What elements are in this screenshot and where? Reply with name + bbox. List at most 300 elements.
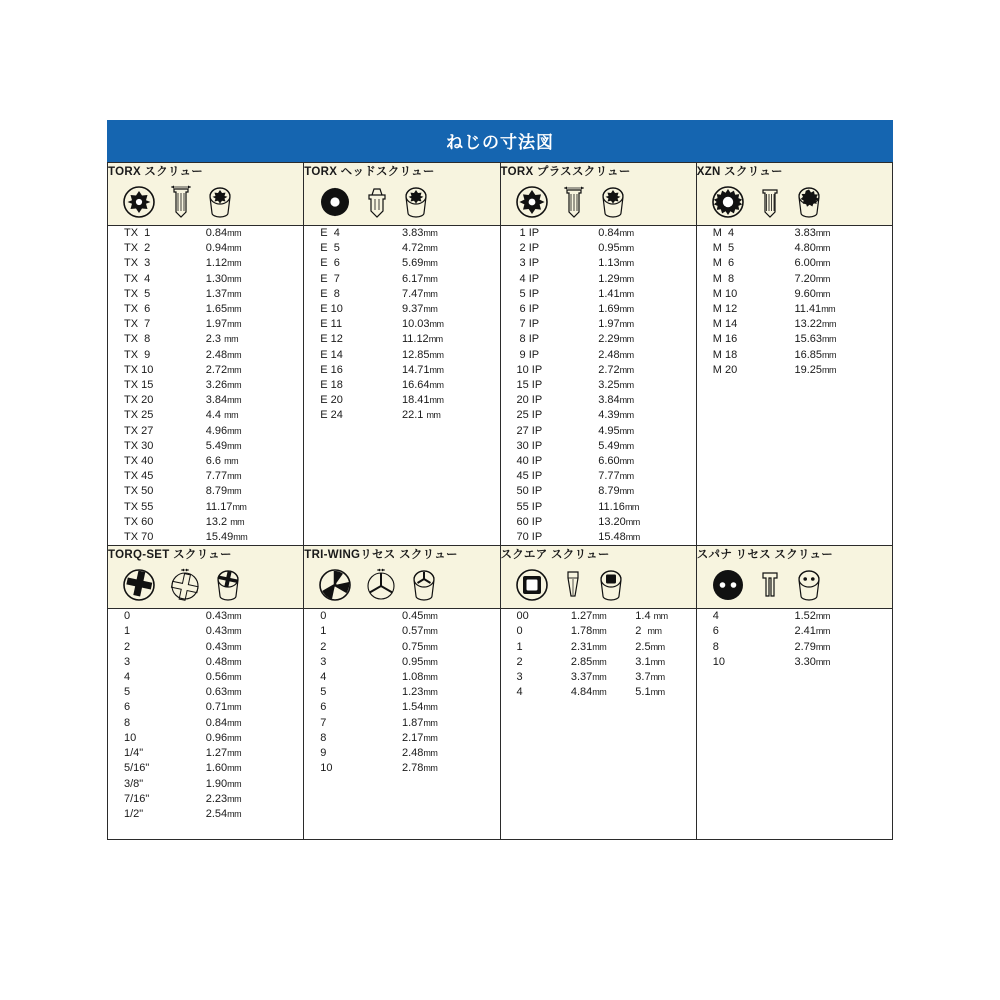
table-row (501, 408, 696, 423)
row-size-label: TX 3 (124, 257, 151, 270)
table-row (108, 393, 303, 408)
row-size-label: 6 (320, 701, 327, 714)
row-size-label: TX 9 (124, 348, 151, 361)
table-row (501, 302, 696, 317)
row-size-label: 7 (320, 716, 327, 729)
icon-band-1 (108, 179, 893, 226)
table-row (108, 792, 303, 807)
row-value-primary: 4.96mm (205, 424, 242, 437)
row-value-primary: 5.49mm (205, 439, 242, 452)
icon-cell-spanner (696, 562, 892, 609)
row-value-primary: 1.13mm (598, 257, 634, 270)
row-value-primary: 5.49mm (598, 439, 634, 452)
row-value-primary: 6.60mm (598, 455, 634, 468)
row-size-label: TX 50 (124, 485, 154, 498)
row-value-primary: 13.22mm (794, 318, 836, 331)
table-row (108, 332, 303, 347)
table-row (108, 363, 303, 378)
row-size-label: M 12 (712, 303, 738, 316)
torx-side-view-icon (168, 185, 194, 219)
row-size-label: 70 IP (516, 531, 543, 544)
row-value-primary: 2.48mm (598, 348, 634, 361)
icon-cell-torq-set (108, 562, 304, 609)
table-row (304, 731, 499, 746)
table-row (501, 363, 696, 378)
row-value-primary: 2.79mm (794, 640, 830, 653)
table-row (304, 241, 499, 256)
row-size-label: E 16 (320, 363, 343, 376)
row-value-primary: 11.41mm (794, 303, 836, 316)
square-drive-icon (515, 568, 549, 602)
row-value-primary: 2.72mm (205, 363, 242, 376)
row-value-primary: 2.41mm (794, 625, 830, 638)
row-size-label: TX 10 (124, 363, 154, 376)
row-value-primary: 13.20mm (598, 515, 640, 528)
spanner-two-hole-icon (711, 568, 745, 602)
table-row (697, 287, 892, 302)
header-band-2 (108, 546, 893, 563)
row-size-label: M 5 (712, 242, 735, 255)
table-row (501, 640, 696, 655)
rows-torx (108, 226, 303, 545)
row-size-label: E 7 (320, 272, 340, 285)
row-size-label: 7 IP (516, 318, 540, 331)
data-cell-torx-head (304, 226, 500, 546)
row-value-primary: 16.64mm (401, 379, 444, 392)
table-row (304, 655, 499, 670)
row-value-primary: 5.69mm (401, 257, 438, 270)
table-row (501, 287, 696, 302)
row-size-label: M 20 (712, 363, 738, 376)
row-value-secondary: 3.1mm (635, 655, 665, 668)
row-value-primary: 8.79mm (598, 485, 634, 498)
row-value-primary: 0.45mm (401, 610, 438, 623)
table-row (501, 378, 696, 393)
table-row (697, 348, 892, 363)
torq-set-cross-icon (122, 568, 156, 602)
table-row (304, 761, 499, 776)
row-value-primary: 1.90mm (205, 777, 242, 790)
row-size-label: 3/8" (124, 777, 144, 790)
row-value-primary: 18.41mm (401, 394, 444, 407)
row-value-primary: 0.57mm (401, 625, 438, 638)
row-value-primary: 4.95mm (598, 424, 634, 437)
row-value-primary: 15.63mm (794, 333, 836, 346)
table-row (304, 332, 499, 347)
row-value-primary: 11.12mm (401, 333, 443, 346)
table-row (501, 670, 696, 685)
row-value-secondary: 5.1mm (635, 686, 665, 699)
dimension-table (107, 162, 893, 840)
table-row (304, 700, 499, 715)
row-size-label: E 11 (320, 318, 343, 331)
row-size-label: 27 IP (516, 424, 543, 437)
table-row (108, 500, 303, 515)
rows-xzn (697, 226, 892, 378)
row-value-primary: 6.00mm (794, 257, 830, 270)
row-size-label: 25 IP (516, 409, 543, 422)
row-value-primary: 1.29mm (598, 272, 634, 285)
row-size-label: 3 (124, 655, 131, 668)
row-size-label: 4 (320, 671, 327, 684)
row-value-primary: 1.23mm (401, 686, 438, 699)
row-size-label: TX 25 (124, 409, 154, 422)
torx-screw-head-icon (206, 185, 234, 219)
row-value-primary: 3.84mm (205, 394, 242, 407)
row-size-label: TX 1 (124, 227, 151, 239)
table-row (501, 317, 696, 332)
row-value-secondary: 2.5mm (635, 640, 665, 653)
table-row (108, 287, 303, 302)
row-size-label: 1 (124, 625, 131, 638)
table-row (108, 624, 303, 639)
row-value-primary: 3.83mm (794, 227, 830, 239)
table-row (697, 272, 892, 287)
table-row (501, 439, 696, 454)
table-row (304, 408, 499, 423)
section-heading-tri-wing: TRI-WINGリセス スクリュー (304, 546, 500, 563)
table-row (304, 716, 499, 731)
tri-wing-screw-icon (410, 568, 438, 602)
table-row (108, 408, 303, 423)
square-taper-icon (561, 568, 585, 602)
torx-plus-star-icon (515, 185, 549, 219)
table-row (108, 378, 303, 393)
section-heading-spanner: スパナ リセス スクリュー (696, 546, 892, 563)
table-row (697, 655, 892, 670)
row-size-label: 2 (320, 640, 327, 653)
table-row (304, 272, 499, 287)
torx-external-star-icon (318, 185, 352, 219)
row-value-primary: 16.85mm (794, 348, 836, 361)
row-value-primary: 0.84mm (205, 716, 242, 729)
icon-cell-square (500, 562, 696, 609)
row-value-primary: 15.49mm (205, 531, 248, 544)
row-value-primary: 1.37mm (205, 287, 242, 300)
section-heading-torx-head: TORX ヘッドスクリュー (304, 163, 500, 180)
table-row (304, 363, 499, 378)
table-row (304, 378, 499, 393)
table-row (501, 515, 696, 530)
row-size-label: 20 IP (516, 394, 543, 407)
row-value-primary: 2.78mm (401, 762, 438, 775)
table-row (108, 424, 303, 439)
table-row (108, 439, 303, 454)
row-value-primary: 1.65mm (205, 303, 242, 316)
row-size-label: 6 (712, 625, 719, 638)
table-row (108, 670, 303, 685)
table-row (304, 670, 499, 685)
row-size-label: 2 IP (516, 242, 540, 255)
row-size-label: E 5 (320, 242, 340, 255)
row-size-label: TX 40 (124, 455, 154, 468)
table-row (108, 700, 303, 715)
data-cell-tri-wing (304, 609, 500, 840)
data-cell-spanner (696, 609, 892, 840)
row-value-primary: 10.03mm (401, 318, 444, 331)
rows-tri-wing (304, 609, 499, 776)
row-size-label: 5/16" (124, 762, 150, 775)
table-row (108, 272, 303, 287)
row-value-primary: 1.30mm (205, 272, 242, 285)
row-size-label: 2 (124, 640, 131, 653)
row-value-primary: 13.2 mm (205, 515, 245, 528)
table-row (108, 685, 303, 700)
table-row (304, 393, 499, 408)
row-size-label: 00 (516, 610, 529, 623)
row-value-primary: 2.85mm (570, 655, 607, 668)
table-row (304, 640, 499, 655)
row-size-label: E 14 (320, 348, 343, 361)
row-value-primary: 0.95mm (598, 242, 634, 255)
row-value-primary: 4.4 mm (205, 409, 239, 422)
table-row (108, 302, 303, 317)
row-size-label: 10 (712, 655, 725, 668)
icon-cell-xzn (696, 179, 892, 226)
row-size-label: TX 4 (124, 272, 151, 285)
table-row (501, 241, 696, 256)
row-size-label: E 24 (320, 409, 343, 422)
row-size-label: 10 (320, 762, 333, 775)
rows-torx-plus (501, 226, 696, 545)
row-value-primary: 0.96mm (205, 731, 242, 744)
xzn-side-icon (757, 185, 783, 219)
row-value-primary: 1.60mm (205, 762, 242, 775)
row-value-primary: 0.84mm (598, 227, 634, 239)
row-value-primary: 0.43mm (205, 610, 242, 623)
row-size-label: TX 5 (124, 287, 151, 300)
row-size-label: TX 7 (124, 318, 151, 331)
row-size-label: 55 IP (516, 500, 543, 513)
row-size-label: TX 20 (124, 394, 154, 407)
table-row (304, 256, 499, 271)
row-size-label: E 20 (320, 394, 343, 407)
screw-dimension-sheet (107, 120, 893, 840)
row-value-primary: 22.1 mm (401, 409, 441, 422)
row-value-primary: 2.48mm (401, 747, 438, 760)
row-size-label: 3 (320, 655, 327, 668)
row-size-label: E 18 (320, 379, 343, 392)
table-row (697, 363, 892, 378)
row-value-primary: 2.29mm (598, 333, 634, 346)
table-row (108, 609, 303, 624)
row-value-primary: 4.72mm (401, 242, 438, 255)
row-size-label: 4 (516, 686, 523, 699)
row-value-primary: 1.97mm (598, 318, 634, 331)
row-value-primary: 9.37mm (401, 303, 438, 316)
row-size-label: M 16 (712, 333, 738, 346)
data-cell-torx-plus (500, 226, 696, 546)
row-size-label: E 12 (320, 333, 343, 346)
table-row (501, 226, 696, 241)
row-size-label: 8 (712, 640, 719, 653)
row-value-secondary: 1.4 mm (635, 610, 668, 623)
row-value-primary: 0.43mm (205, 640, 242, 653)
table-row (304, 317, 499, 332)
row-value-secondary: 2 mm (635, 625, 662, 638)
table-row (697, 624, 892, 639)
row-size-label: 1 (320, 625, 327, 638)
row-size-label: M 10 (712, 287, 738, 300)
table-row (108, 317, 303, 332)
data-cell-torx (108, 226, 304, 546)
row-value-primary: 1.08mm (401, 671, 438, 684)
table-row (501, 500, 696, 515)
row-value-primary: 0.84mm (205, 227, 242, 239)
rows-square (501, 609, 696, 700)
row-value-primary: 14.71mm (401, 363, 444, 376)
table-row (304, 287, 499, 302)
row-size-label: 40 IP (516, 455, 543, 468)
row-value-primary: 0.63mm (205, 686, 242, 699)
table-row (108, 761, 303, 776)
row-size-label: E 6 (320, 257, 340, 270)
table-row (108, 348, 303, 363)
table-row (697, 302, 892, 317)
table-row (108, 226, 303, 241)
table-row (501, 454, 696, 469)
row-value-primary: 12.85mm (401, 348, 444, 361)
row-size-label: TX 27 (124, 424, 154, 437)
row-size-label: TX 55 (124, 500, 154, 513)
table-row (108, 655, 303, 670)
table-row (697, 317, 892, 332)
xzn-spline-icon (711, 185, 745, 219)
table-row (304, 609, 499, 624)
xzn-screw-icon (795, 185, 823, 219)
row-value-primary: 1.97mm (205, 318, 242, 331)
row-value-primary: 1.27mm (205, 747, 242, 760)
row-size-label: 1 IP (516, 227, 540, 239)
row-value-secondary: 3.7mm (635, 671, 665, 684)
row-value-primary: 7.77mm (205, 470, 242, 483)
row-size-label: 8 IP (516, 333, 540, 346)
row-size-label: TX 30 (124, 439, 154, 452)
row-value-primary: 3.37mm (570, 671, 607, 684)
row-size-label: 3 IP (516, 257, 540, 270)
row-size-label: 7/16" (124, 792, 150, 805)
row-value-primary: 2.54mm (205, 807, 242, 820)
row-size-label: 4 (712, 610, 719, 623)
row-size-label: E 10 (320, 303, 343, 316)
row-value-primary: 2.72mm (598, 363, 634, 376)
table-row (501, 655, 696, 670)
row-value-primary: 4.80mm (794, 242, 830, 255)
row-size-label: 5 (320, 686, 327, 699)
row-value-primary: 7.47mm (401, 287, 438, 300)
row-value-primary: 9.60mm (794, 287, 830, 300)
rows-spanner (697, 609, 892, 670)
section-heading-xzn: XZN スクリュー (696, 163, 892, 180)
row-size-label: M 14 (712, 318, 738, 331)
icon-band-2 (108, 562, 893, 609)
row-size-label: 9 (320, 747, 327, 760)
table-row (697, 241, 892, 256)
table-row (304, 746, 499, 761)
table-row (501, 685, 696, 700)
table-row (108, 256, 303, 271)
row-value-primary: 0.75mm (401, 640, 438, 653)
row-value-primary: 1.54mm (401, 701, 438, 714)
row-value-primary: 1.52mm (794, 610, 830, 623)
table-row (108, 515, 303, 530)
table-row (501, 530, 696, 545)
row-value-primary: 1.27mm (570, 610, 607, 623)
row-value-primary: 2.3 mm (205, 333, 239, 346)
torx-star-icon (122, 185, 156, 219)
row-value-primary: 1.78mm (570, 625, 607, 638)
table-row (108, 454, 303, 469)
table-row (501, 348, 696, 363)
torx-head-screw-icon (402, 185, 430, 219)
row-value-primary: 1.41mm (598, 287, 634, 300)
data-band-1 (108, 226, 893, 546)
table-row (304, 302, 499, 317)
table-row (108, 640, 303, 655)
row-size-label: TX 8 (124, 333, 151, 346)
row-value-primary: 2.23mm (205, 792, 242, 805)
spanner-bit-icon (757, 568, 783, 602)
table-row (304, 226, 499, 241)
row-value-primary: 4.84mm (570, 686, 607, 699)
row-value-primary: 3.30mm (794, 655, 830, 668)
row-value-primary: 15.48mm (598, 531, 640, 544)
section-heading-torx-plus: TORX プラススクリュー (500, 163, 696, 180)
row-size-label: 5 IP (516, 287, 540, 300)
icon-cell-torx-plus (500, 179, 696, 226)
data-cell-xzn (696, 226, 892, 546)
row-value-primary: 0.43mm (205, 625, 242, 638)
row-size-label: 4 IP (516, 272, 540, 285)
row-value-primary: 3.25mm (598, 379, 634, 392)
row-size-label: M 8 (712, 272, 735, 285)
table-row (501, 469, 696, 484)
row-value-primary: 1.12mm (205, 257, 242, 270)
row-size-label: 30 IP (516, 439, 543, 452)
table-row (108, 484, 303, 499)
table-row (108, 469, 303, 484)
section-heading-torq-set: TORQ-SET スクリュー (108, 546, 304, 563)
spanner-screw-icon (795, 568, 823, 602)
row-value-primary: 3.84mm (598, 394, 634, 407)
row-size-label: 6 (124, 701, 131, 714)
row-value-primary: 3.26mm (205, 379, 242, 392)
row-value-primary: 6.6 mm (205, 455, 239, 468)
table-row (501, 424, 696, 439)
table-row (304, 685, 499, 700)
row-size-label: 9 IP (516, 348, 540, 361)
row-size-label: 4 (124, 671, 131, 684)
row-size-label: 50 IP (516, 485, 543, 498)
row-size-label: 1 (516, 640, 523, 653)
table-row (697, 609, 892, 624)
row-size-label: TX 6 (124, 303, 151, 316)
row-value-primary: 1.69mm (598, 303, 634, 316)
table-row (108, 530, 303, 545)
row-value-primary: 11.16mm (598, 500, 639, 513)
row-size-label: M 6 (712, 257, 735, 270)
row-size-label: M 4 (712, 227, 735, 239)
icon-cell-torx-head (304, 179, 500, 226)
row-size-label: 8 (320, 731, 327, 744)
row-value-primary: 0.48mm (205, 655, 242, 668)
row-size-label: TX 60 (124, 515, 154, 528)
row-size-label: 10 (124, 731, 137, 744)
row-size-label: 1/2" (124, 807, 144, 820)
row-value-primary: 19.25mm (794, 363, 836, 376)
header-band-1 (108, 163, 893, 180)
rows-torq-set (108, 609, 303, 822)
